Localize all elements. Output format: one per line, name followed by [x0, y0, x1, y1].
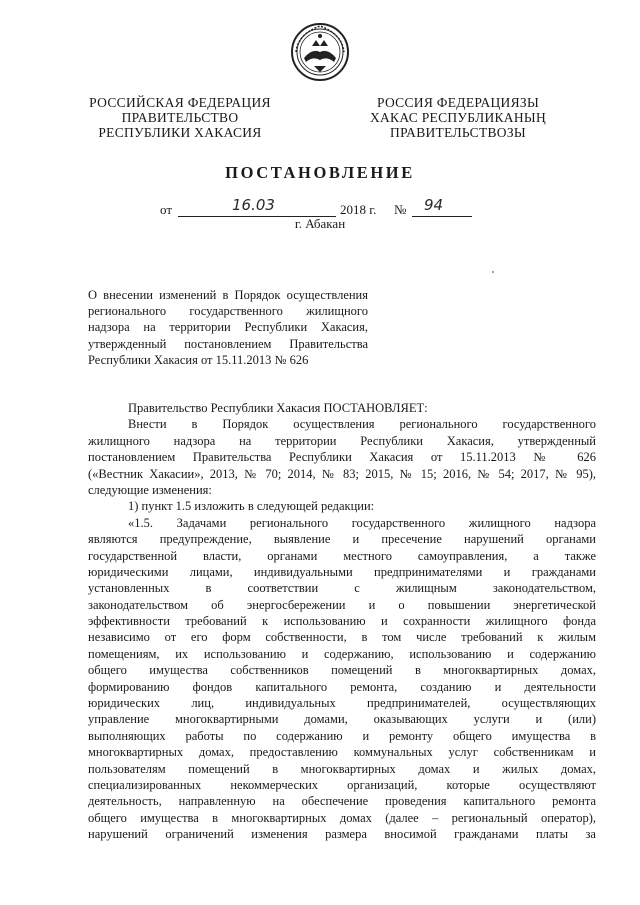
- number-label: №: [394, 202, 407, 217]
- body-line: «1.5. Задачами регионального государственного жилищного надзора: [128, 515, 596, 530]
- subject-line: утвержденный постановлением Правительства: [88, 336, 368, 351]
- body-line: помещениям, их использованию и содержанию, использованию и содержанию: [88, 646, 596, 661]
- body-line: общего имущества в многоквартирных домах (далее – региональный оператор),: [88, 810, 596, 825]
- body-line: юридическими лицами, индивидуальными предпринимателями и гражданами: [88, 564, 596, 579]
- body-line: Внести в Порядок осуществления регионального государственного: [128, 417, 596, 432]
- body-line: («Вестник Хакасии», 2013, № 70; 2014, № 83; 2015, № 15; 2016, № 54; 2017, № 95),: [88, 466, 596, 481]
- subject-block: [88, 287, 368, 368]
- body-line: законодательством об энергосбережении и о повышении энергетической: [88, 597, 596, 612]
- number-handwritten: 94: [424, 196, 444, 214]
- year-label: 2018 г.: [340, 202, 377, 217]
- body-line: эффективности требований к использованию и сохранности жилищного фонда: [88, 614, 596, 629]
- body-line: государственной власти, органами местного самоуправления, а также: [88, 548, 596, 563]
- body-line: нарушений ограничений изменения размера вносимой гражданами платы за: [88, 827, 596, 842]
- body-line: 1) пункт 1.5 изложить в следующей редакции:: [128, 499, 375, 514]
- header-right-line: РОССИЯ ФЕДЕРАЦИЯЗЫ: [376, 95, 540, 110]
- body-text: [88, 400, 596, 843]
- header-left: [80, 95, 280, 140]
- body-line: являются предупреждение, выявление и пресечение нарушений органами: [88, 532, 596, 547]
- body-line: юридических лиц, индивидуальных предпринимателей, осуществляющих: [88, 696, 596, 711]
- subject-line: О внесении изменений в Порядок осуществления: [88, 288, 368, 302]
- body-line: деятельность, направленную на обеспечение проведения капитального ремонта: [88, 794, 596, 809]
- body-line: независимо от его форм собственности, в том числе требований к жилым: [88, 630, 596, 645]
- body-line: Правительство Республики Хакасия ПОСТАНОВЛЯЕТ:: [128, 401, 428, 415]
- header-right: [358, 95, 558, 140]
- body-line: управление многоквартирными домами, оказывающих услуги и (или): [88, 712, 596, 727]
- date-prefix: от: [160, 202, 173, 217]
- header-right-line: ХАКАС РЕСПУБЛИКАНЫҢ: [369, 110, 547, 125]
- document-title: ПОСТАНОВЛЕНИЕ: [225, 163, 415, 182]
- date-handwritten: 16.03: [232, 196, 275, 214]
- header-left-line: РОССИЙСКАЯ ФЕДЕРАЦИЯ: [89, 95, 271, 110]
- body-line: общего имущества собственников помещений в многоквартирных домах,: [88, 663, 596, 678]
- body-line: многоквартирных домах, предоставлению коммунальных услуг собственникам и: [88, 745, 596, 760]
- body-line: жилищного надзора на территории Республики Хакасия, утвержденный: [88, 433, 596, 448]
- header-left-line: ПРАВИТЕЛЬСТВО: [121, 110, 239, 125]
- body-line: постановлением Правительства Республики Хакасия от 15.11.2013 № 626: [88, 450, 596, 465]
- body-line: формированию фондов капитального ремонта, созданию и деятельности: [88, 679, 596, 694]
- subject-line: надзора на территории Республики Хакасия,: [88, 320, 368, 335]
- coat-of-arms-icon: [290, 22, 350, 82]
- subject-line: регионального государственного жилищного: [88, 304, 368, 319]
- body-line: следующие изменения:: [88, 482, 212, 497]
- scan-speck: [492, 271, 494, 273]
- subject-line: Республики Хакасия от 15.11.2013 № 626: [88, 352, 309, 367]
- date-number-line: [150, 198, 490, 218]
- body-line: специализированных некоммерческих организаций, которые осуществляют: [88, 777, 596, 792]
- body-line: выполняющих работы по содержанию и ремонту общего имущества в: [88, 728, 596, 743]
- header-left-line: РЕСПУБЛИКИ ХАКАСИЯ: [98, 125, 262, 140]
- body-line: пользователям помещений в многоквартирных домах и жилых домах,: [88, 761, 596, 776]
- city: г. Абакан: [294, 216, 346, 231]
- header-right-line: ПРАВИТЕЛЬСТВОЗЫ: [390, 125, 526, 140]
- body-line: установленных в соответствии с жилищным законодательством,: [88, 581, 596, 596]
